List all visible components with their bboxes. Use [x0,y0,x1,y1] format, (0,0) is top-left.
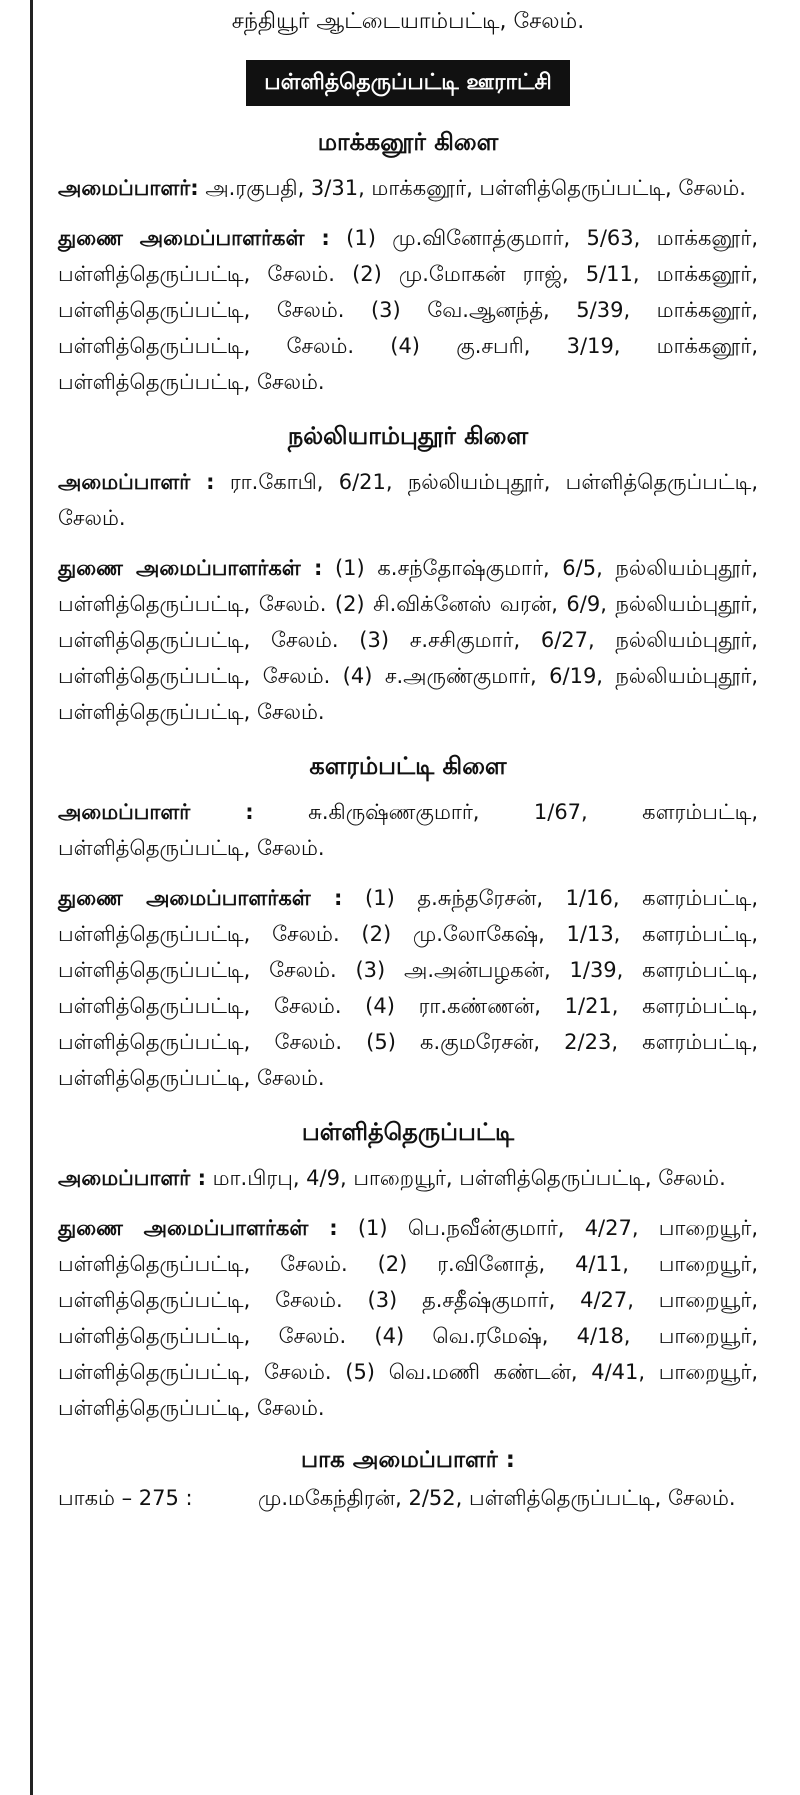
organiser-text: சு.கிருஷ்ணகுமார், 1/67, களரம்பட்டி, பள்ளித்தெருப்பட்டி, சேலம். [58,800,758,860]
organiser-paragraph [58,464,758,536]
ward-row [58,1480,758,1516]
deputy-text: (1) த.சுந்தரேசன், 1/16, களரம்பட்டி, பள்ளித்தெருப்பட்டி, சேலம். (2) மு.லோகேஷ், 1/13, களரம்பட்டி, பள்ளித்தெருப்பட்டி, சேலம். (3) அ.அன்பழகன், 1/39, களரம்பட்டி, பள்ளித்தெருப்பட்டி, சேலம். (4) ரா.கண்ணன், 1/21, களரம்பட்டி, பள்ளித்தெருப்பட்டி, சேலம். (5) க.குமரேசன், 2/23, களரம்பட்டி, பள்ளித்தெருப்பட்டி, சேலம். [58,886,758,1090]
left-column-rule [30,0,33,1795]
organiser-label: அமைப்பாளர் : [58,470,215,494]
organiser-label: அமைப்பாளர் : [58,800,254,824]
deputy-paragraph [58,1210,758,1426]
deputy-label: துணை அமைப்பாளர்கள் : [58,886,343,910]
ward-text: மு.மகேந்திரன், 2/52, பள்ளித்தெருப்பட்டி, சேலம். [258,1486,736,1510]
branch-title: பள்ளித்தெருப்பட்டி [301,1118,515,1146]
deputy-label: துணை அமைப்பாளர்கள் : [58,1216,338,1240]
branch-title: நல்லியாம்புதூர் கிளை [287,422,529,450]
branch-title: களரம்பட்டி கிளை [309,752,507,780]
deputy-label: துணை அமைப்பாளர்கள் : [58,226,330,250]
deputy-paragraph [58,550,758,730]
panchayat-title: பள்ளித்தெருப்பட்டி ஊராட்சி [246,60,569,106]
header-location: சந்தியூர் ஆட்டையாம்பட்டி, சேலம். [231,9,585,34]
deputy-paragraph [58,880,758,1096]
organiser-paragraph [58,794,758,866]
branch-title: மாக்கனூர் கிளை [317,128,499,156]
deputy-label: துணை அமைப்பாளர்கள் : [58,556,323,580]
branch-section [58,122,758,400]
ward-organiser-title: பாக அமைப்பாளர் : [301,1447,515,1473]
organiser-paragraph [58,170,758,206]
branch-section [58,1112,758,1426]
deputy-text: (1) க.சந்தோஷ்குமார், 6/5, நல்லியம்புதூர், பள்ளித்தெருப்பட்டி, சேலம். (2) சி.விக்னேஸ் வரன், 6/9, நல்லியம்புதூர், பள்ளித்தெருப்பட்டி, சேலம். (3) ச.சசிகுமார், 6/27, நல்லியம்புதூர், பள்ளித்தெருப்பட்டி, சேலம். (4) ச.அருண்குமார், 6/19, நல்லியம்புதூர், பள்ளித்தெருப்பட்டி, சேலம். [58,556,758,724]
branch-section [58,746,758,1096]
organiser-text: மா.பிரபு, 4/9, பாறையூர், பள்ளித்தெருப்பட்டி, சேலம். [205,1166,726,1190]
organiser-text: ரா.கோபி, 6/21, நல்லியம்புதூர், பள்ளித்தெருப்பட்டி, சேலம். [58,470,758,530]
deputy-text: (1) மு.வினோத்குமார், 5/63, மாக்கனூர், பள்ளித்தெருப்பட்டி, சேலம். (2) மு.மோகன் ராஜ், 5/11, மாக்கனூர், பள்ளித்தெருப்பட்டி, சேலம். (3) வே.ஆனந்த், 5/39, மாக்கனூர், பள்ளித்தெருப்பட்டி, சேலம். (4) கு.சபரி, 3/19, மாக்கனூர், பள்ளித்தெருப்பட்டி, சேலம். [58,226,759,394]
article-column [58,0,758,1516]
ward-label: பாகம் – 275 : [58,1486,193,1510]
organiser-text: அ.ரகுபதி, 3/31, மாக்கனூர், பள்ளித்தெருப்பட்டி, சேலம். [198,176,746,200]
panchayat-banner [58,60,758,106]
deputy-paragraph [58,220,758,400]
organiser-label: அமைப்பாளர்: [58,176,199,200]
deputy-text: (1) பெ.நவீன்குமார், 4/27, பாறையூர், பள்ளித்தெருப்பட்டி, சேலம். (2) ர.வினோத், 4/11, பாறையூர், பள்ளித்தெருப்பட்டி, சேலம். (3) த.சதீஷ்குமார், 4/27, பாறையூர், பள்ளித்தெருப்பட்டி, சேலம். (4) வெ.ரமேஷ், 4/18, பாறையூர், பள்ளித்தெருப்பட்டி, சேலம். (5) வெ.மணி கண்டன், 4/41, பாறையூர், பள்ளித்தெருப்பட்டி, சேலம். [58,1216,758,1420]
organiser-label: அமைப்பாளர் : [58,1166,206,1190]
branch-section [58,416,758,730]
organiser-paragraph [58,1160,758,1196]
